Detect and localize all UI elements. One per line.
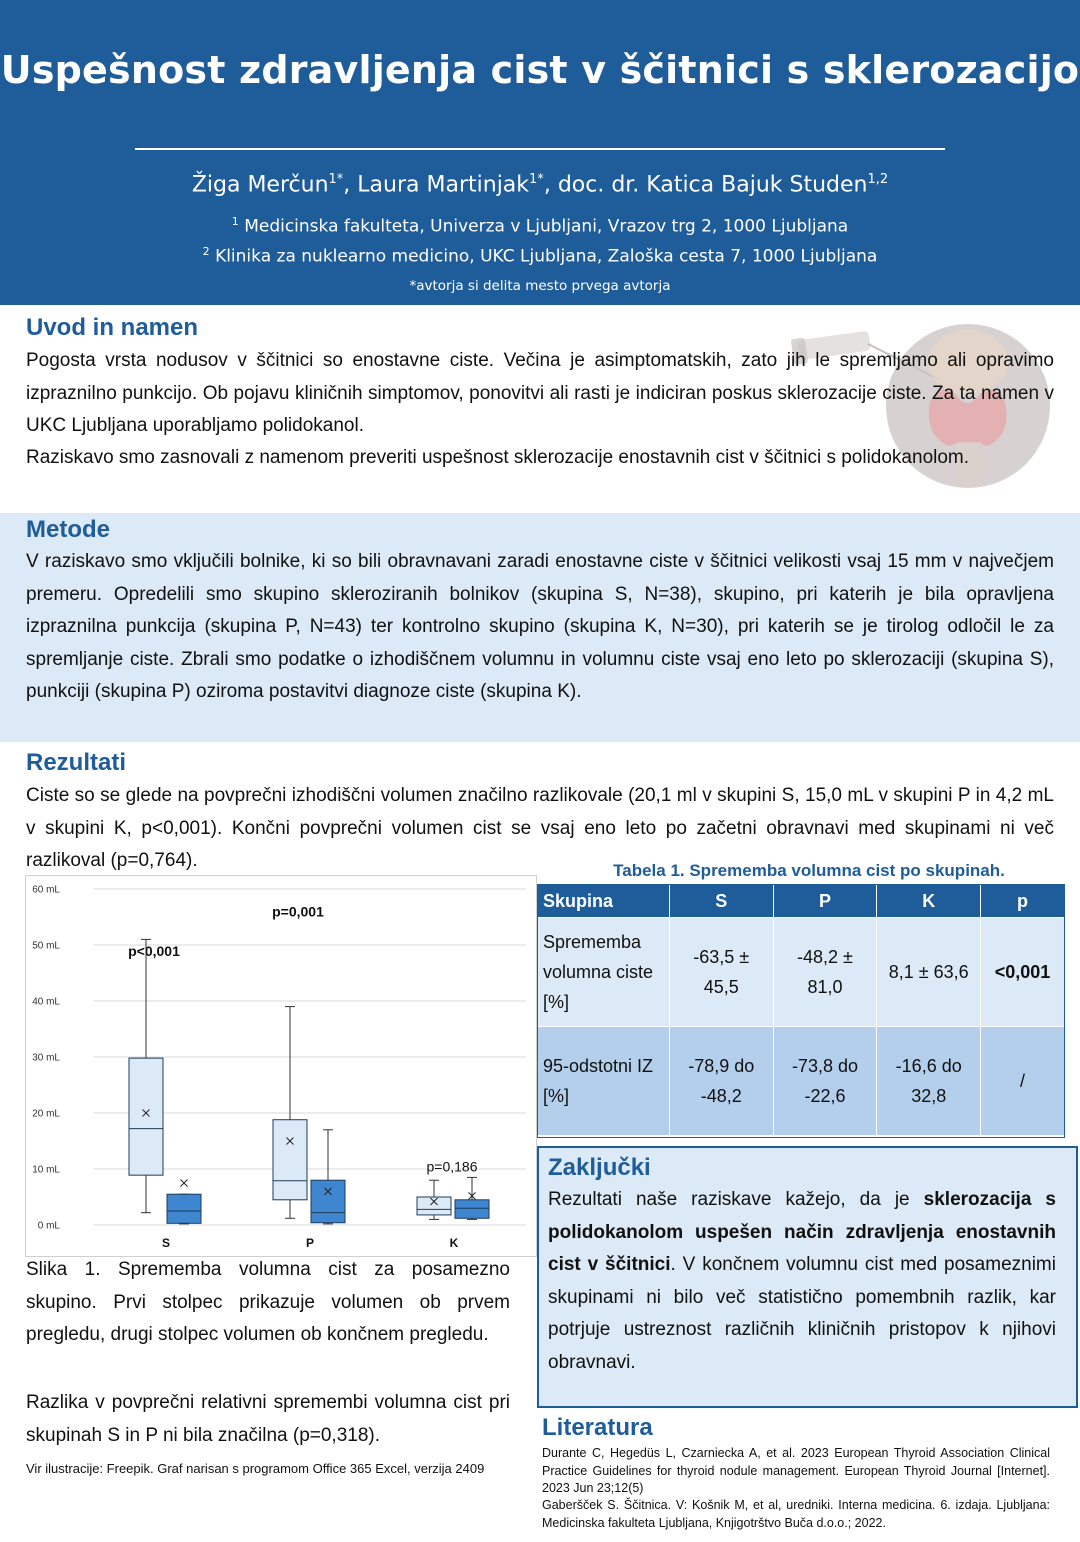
table-cell: -73,8 do -22,6 xyxy=(773,1027,877,1136)
y-tick-label: 10 mL xyxy=(32,1164,60,1176)
table-cell: 95-odstotni IZ [%] xyxy=(538,1027,670,1136)
x-tick-label: K xyxy=(449,1236,459,1250)
p-value-label: p=0,001 xyxy=(272,903,324,920)
author-sup: 1* xyxy=(328,172,344,187)
table-cell: -16,6 do 32,8 xyxy=(877,1027,981,1136)
section-title-metode: Metode xyxy=(26,516,110,543)
zakljucki-box xyxy=(537,1146,1078,1408)
y-tick-label: 20 mL xyxy=(32,1108,60,1120)
table-row xyxy=(538,1027,1065,1136)
section-title-rezultati: Rezultati xyxy=(26,749,127,776)
rezultati-paragraph: Ciste so se glede na povprečni izhodiščni volumen značilno razlikovale (20,1 ml v skupini S, 15,0 mL v skupini P in 4,2 mL v skupini K, p<0,001). Končni povprečni volumen cist se vsaj eno leto po začetni obravnavi med skupinami ni več razlikoval (p=0,764). xyxy=(26,785,1054,871)
boxplot-chart xyxy=(25,875,537,1257)
box xyxy=(417,1197,451,1215)
table-row xyxy=(538,918,1065,1027)
affiliation-sup: 1 xyxy=(231,215,239,228)
section-title-uvod: Uvod in namen xyxy=(26,314,199,341)
figure-caption: Slika 1. Sprememba volumna cist za posamezno skupino. Prvi stolpec prikazuje volumen ob prvem pregledu, drugi stolpec volumen ob končnem pregledu. xyxy=(26,1259,510,1345)
figure-note: Razlika v povprečni relativni spremembi volumna cist pri skupinah S in P ni bila značilna (p=0,318). xyxy=(26,1392,510,1446)
table-cell: Sprememba volumna ciste [%] xyxy=(538,918,670,1027)
affiliation-text: Medicinska fakulteta, Univerza v Ljubljani, Vrazov trg 2, 1000 Ljubljana xyxy=(244,216,849,237)
table-cell: -48,2 ± 81,0 xyxy=(773,918,877,1027)
author-sup: 1* xyxy=(529,172,544,187)
table-header-cell: Skupina xyxy=(538,885,670,918)
table-cell: / xyxy=(981,1027,1065,1136)
table-cell: <0,001 xyxy=(981,918,1065,1027)
author-sup: 1,2 xyxy=(867,172,889,187)
results-table xyxy=(537,884,1065,1136)
author-name: Žiga Merčun xyxy=(191,172,329,198)
table-header-cell: K xyxy=(877,885,981,918)
zakljucki-text-part: Rezultati naše raziskave kažejo, da je xyxy=(548,1189,924,1210)
boxplot-svg xyxy=(26,876,536,1256)
p-value-label: p<0,001 xyxy=(128,942,180,959)
zakljucki-bold: sklerozacija s polidokanolom uspešen način zdravljenja enostavnih cist v ščitnici xyxy=(548,1189,1056,1275)
x-tick-label: S xyxy=(161,1236,171,1250)
affiliation-text: Klinika za nuklearno medicino, UKC Ljubljana, Zaloška cesta 7, 1000 Ljubljana xyxy=(215,246,878,267)
y-tick-label: 0 mL xyxy=(37,1220,60,1232)
table-header-row xyxy=(538,885,1065,918)
poster-header xyxy=(0,0,1080,305)
y-tick-label: 60 mL xyxy=(32,884,60,896)
uvod-paragraph-1: Pogosta vrsta nodusov v ščitnici so enostavne ciste. Večina je asimptomatskih, zato jih le spremljamo ali opravimo izpraznilno punkcijo. Ob pojavu kliničnih simptomov, ponovitvi ali rasti je indiciran poskus sklerozacije ciste. Za ta namen v UKC Ljubljana uporabljamo polidokanol. xyxy=(26,350,1054,436)
reference-item: Durante C, Hegedüs L, Czarniecka A, et al. 2023 European Thyroid Association Clinical Practice Guidelines for thyroid nodule management. European Thyroid Journal [Internet]. 2023 Jun 23;12(5) xyxy=(542,1446,1050,1495)
poster-title: Uspešnost zdravljenja cist v ščitnici s sklerozacijo xyxy=(0,48,1080,92)
author-name: doc. dr. Katica Bajuk Studen xyxy=(557,172,868,198)
box xyxy=(129,1058,163,1175)
zakljucki-text-part: . V končnem volumnu cist med posameznimi skupinami ni bilo več statistično pomembnih razlik, kar potrjuje ustreznost različnih kliničnih pristopov k njihovi obravnavi. xyxy=(548,1254,1056,1373)
affiliation-2 xyxy=(0,245,1080,267)
author-note: *avtorja si delita mesto prvega avtorja xyxy=(409,278,671,294)
box xyxy=(167,1194,201,1223)
reference-item: Gaberšček S. Ščitnica. V: Košnik M, et al, uredniki. Interna medicina. 6. izdaja. Ljubljana: Medicinska fakulteta Ljubljana, Knjigotrštvo Buča d.o.o.; 2022. xyxy=(542,1498,1050,1530)
header-divider xyxy=(135,148,945,150)
affiliation-1 xyxy=(0,215,1080,237)
zakljucki-text xyxy=(548,1184,1056,1379)
table-header-cell: S xyxy=(669,885,773,918)
table-title: Tabela 1. Sprememba volumna cist po skupinah. xyxy=(613,861,1005,880)
metode-paragraph: V raziskavo smo vključili bolnike, ki so bili obravnavani zaradi enostavne ciste v ščitnici velikosti vsaj 15 mm v največjem premeru. Opredelili smo skupino skleroziranih bolnikov (skupina S, N=38), skupino, pri katerih je bila opravljena izpraznilna punkcija (skupina P, N=43) ter kontrolno skupino (skupina K, N=30), pri katerih se je tirolog odločil le za spremljanje ciste. Zbrali smo podatke o izhodiščnem volumnu in volumnu ciste vsaj eno leto po sklerozaciji (skupina S), punkciji (skupina P) oziroma postavitvi diagnoze ciste (skupina K). xyxy=(26,551,1054,702)
y-tick-label: 50 mL xyxy=(32,940,60,952)
uvod-paragraph-2: Raziskavo smo zasnovali z namenom preveriti uspešnost sklerozacije enostavnih cist v ščitnici s polidokanolom. xyxy=(26,447,970,468)
figure-credits: Vir ilustracije: Freepik. Graf narisan s programom Office 365 Excel, verzija 2409 xyxy=(26,1461,485,1476)
affiliation-sup: 2 xyxy=(202,245,210,258)
x-tick-label: P xyxy=(305,1236,315,1250)
table-cell: 8,1 ± 63,6 xyxy=(877,918,981,1027)
y-tick-label: 40 mL xyxy=(32,996,60,1008)
section-title-zakljucki: Zaključki xyxy=(548,1154,651,1181)
box xyxy=(311,1180,345,1223)
table-header-cell: p xyxy=(981,885,1065,918)
box xyxy=(273,1120,307,1200)
authors-line: Žiga Merčun$^{1*}$, Laura Martinjak$^{1*}$, doc. dr. Katica Bajuk Studen$^{1,2}$ xyxy=(191,172,889,198)
table-header-cell: P xyxy=(773,885,877,918)
table-cell: -78,9 do -48,2 xyxy=(669,1027,773,1136)
table-cell: -63,5 ± 45,5 xyxy=(669,918,773,1027)
box xyxy=(455,1200,489,1218)
y-tick-label: 30 mL xyxy=(32,1052,60,1064)
author-name: Laura Martinjak xyxy=(357,172,530,198)
p-value-label: p=0,186 xyxy=(426,1158,478,1175)
section-title-literatura: Literatura xyxy=(542,1414,653,1441)
